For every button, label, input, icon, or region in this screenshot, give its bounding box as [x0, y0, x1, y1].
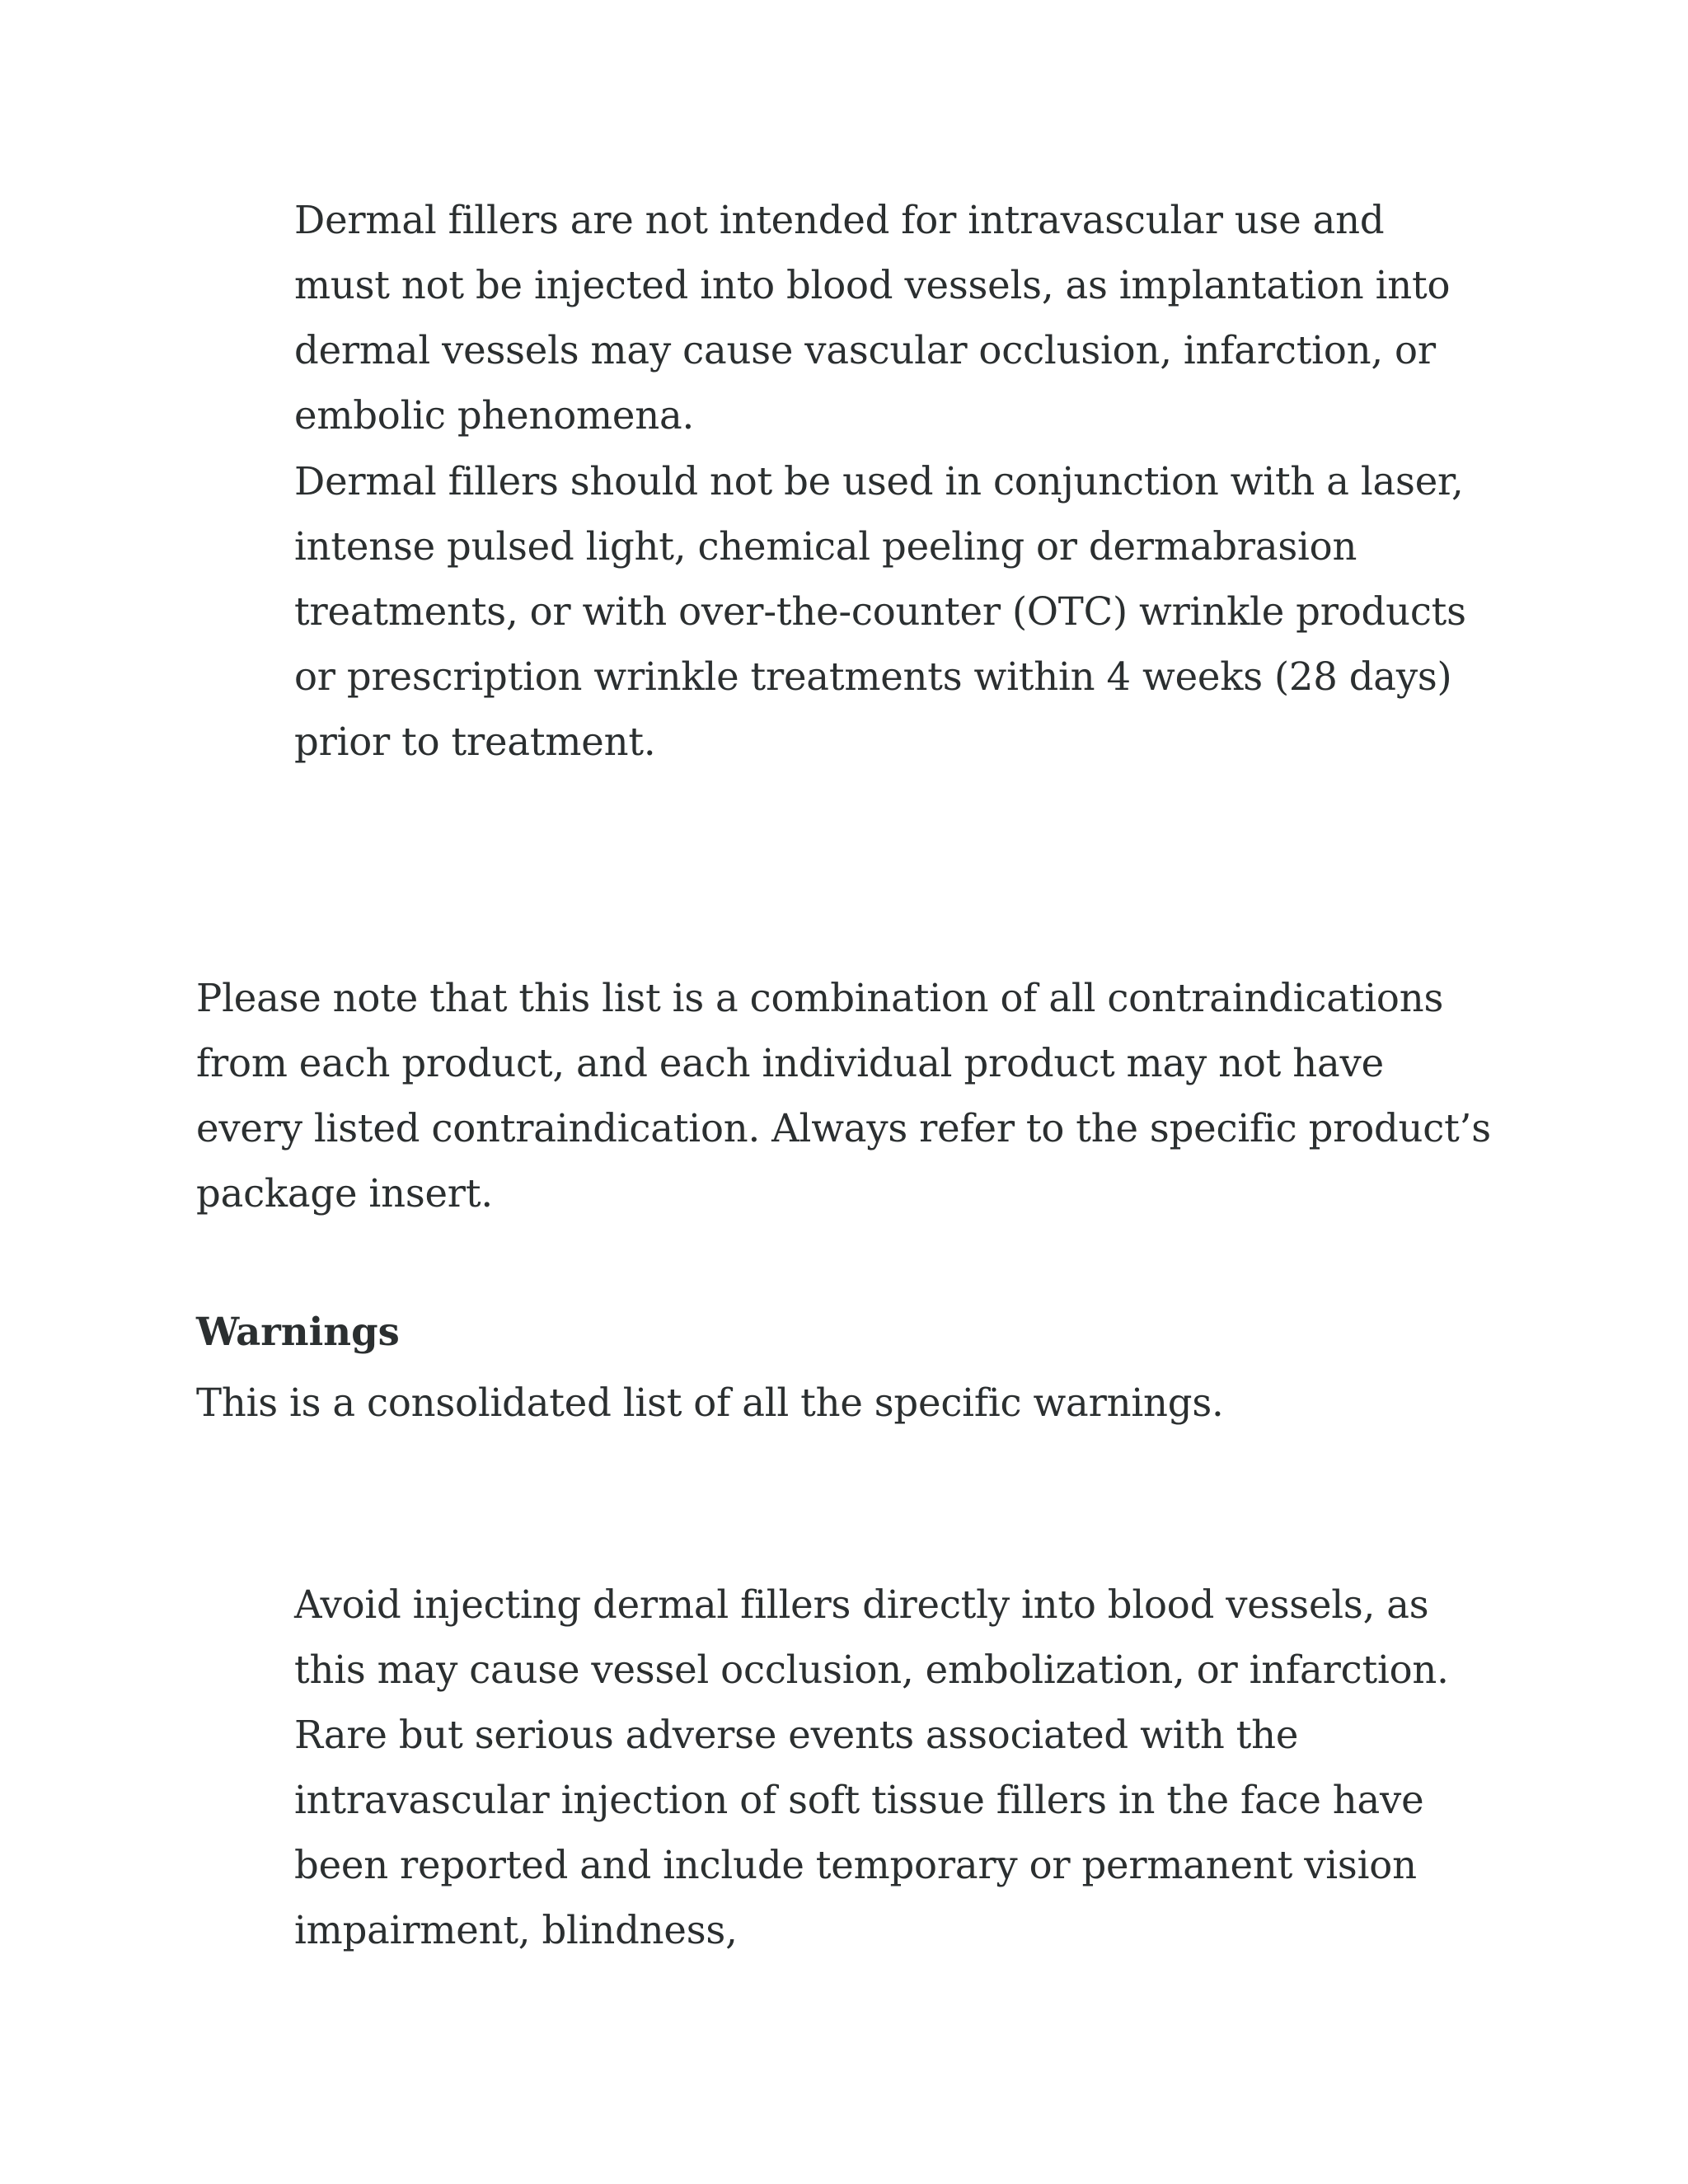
warnings-heading: Warnings [196, 1309, 400, 1354]
warning-item-vessel-injection: Avoid injecting dermal fillers directly into blood vessels, as this may cause vessel occlusion, embolization, or infarction. [294, 1582, 1449, 1692]
warning-item-adverse-events: Rare but serious adverse events associated with the intravascular injection of soft tissue fillers in the face have been reported and include temporary or permanent vision impairment, blindness, [294, 1713, 1424, 1952]
contraindication-item-laser: Dermal fillers should not be used in conjunction with a laser, intense pulsed light, chemical peeling or dermabrasion treatments, or with over-the-counter (OTC) wrinkle products or prescription wrinkle treatments within 4 weeks (28 days) prior to treatment. [294, 459, 1466, 764]
contraindication-item-intravascular: Dermal fillers are not intended for intravascular use and must not be injected into blood vessels, as implantation into dermal vessels may cause vascular occlusion, infarction, or embolic phenomena. [294, 198, 1451, 438]
contraindications-note: Please note that this list is a combination of all contraindications from each product, and each individual product may not have every listed contraindication. Always refer to the specific product’s package insert. [196, 976, 1491, 1216]
warnings-intro: This is a consolidated list of all the specific warnings. [196, 1380, 1224, 1425]
